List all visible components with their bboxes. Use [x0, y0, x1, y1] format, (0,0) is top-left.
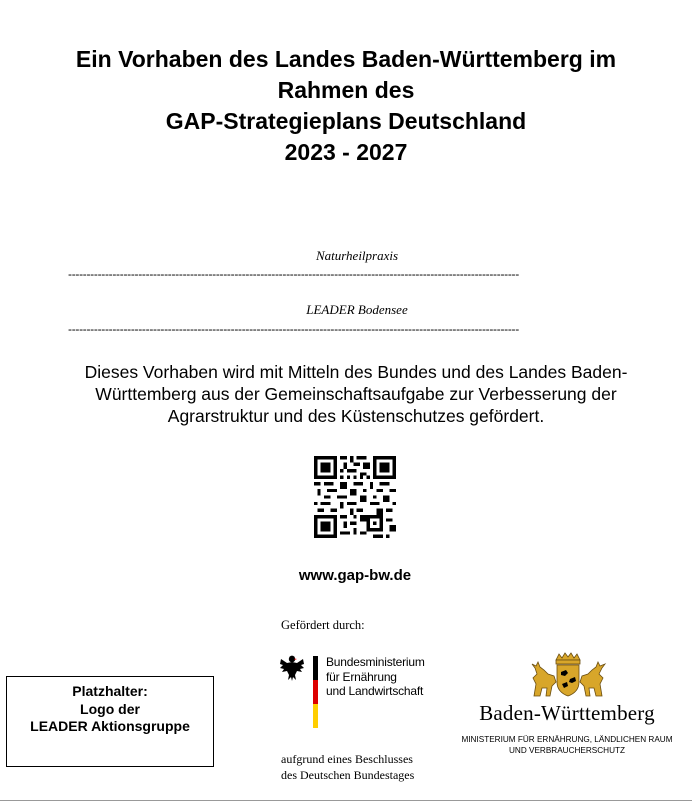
separator-line: -------------------------------------------------------------------------------------------------------------------------- [68, 323, 519, 335]
bmel-line: für Ernährung [326, 669, 397, 684]
bundestag-resolution-note [281, 751, 414, 783]
action-group-name: LEADER Bodensee [306, 302, 408, 317]
ministry-line: MINISTERIUM FÜR ERNÄHRUNG, LÄNDLICHEN RAUM [461, 735, 673, 744]
baden-wuerttemberg-wordmark: Baden-Württemberg [479, 701, 655, 725]
title-line: Rahmen des [277, 77, 415, 103]
title-line: Ein Vorhaben des Landes Baden-Württemberg im [75, 46, 617, 72]
document-title [0, 44, 692, 168]
statement-line: Dieses Vorhaben wird mit Mitteln des Bundes und des Landes Baden- [84, 362, 628, 382]
resolution-line: des Deutschen Bundestages [281, 768, 415, 782]
placeholder-line: Platzhalter: [72, 683, 148, 699]
funding-statement [40, 361, 672, 427]
funded-by-label: Gefördert durch: [281, 618, 365, 632]
placeholder-line: Logo der [80, 700, 140, 717]
ministry-name [440, 734, 692, 756]
flag-gold [313, 704, 318, 728]
leader-logo-placeholder [6, 676, 214, 767]
baden-wuerttemberg-crest-icon [528, 652, 608, 698]
bmel-line: und Landwirtschaft [326, 684, 424, 698]
federal-eagle-icon [279, 653, 305, 683]
website-url[interactable]: www.gap-bw.de [298, 567, 412, 584]
flag-black [313, 656, 318, 680]
title-line: 2023 - 2027 [284, 139, 408, 165]
title-line: GAP-Strategieplans Deutschland [165, 108, 527, 134]
page-bottom-divider [0, 800, 692, 801]
separator-line: -------------------------------------------------------------------------------------------------------------------------- [68, 268, 519, 280]
ministry-line: UND VERBRAUCHERSCHUTZ [509, 746, 625, 755]
resolution-line: aufgrund eines Beschlusses [281, 752, 413, 766]
bmel-name [326, 655, 425, 699]
placeholder-line: LEADER Aktionsgruppe [30, 718, 190, 734]
flag-red [313, 680, 318, 704]
bmel-logo [279, 653, 454, 731]
german-flag-bar [313, 656, 318, 728]
bmel-line: Bundesministerium [326, 655, 425, 669]
statement-line: Württemberg aus der Gemeinschaftsaufgabe zur Verbesserung der [95, 384, 617, 404]
project-name: Naturheilpraxis [315, 248, 399, 263]
qr-code [314, 456, 396, 538]
statement-line: Agrarstruktur und des Küstenschutzes gefördert. [167, 406, 545, 426]
